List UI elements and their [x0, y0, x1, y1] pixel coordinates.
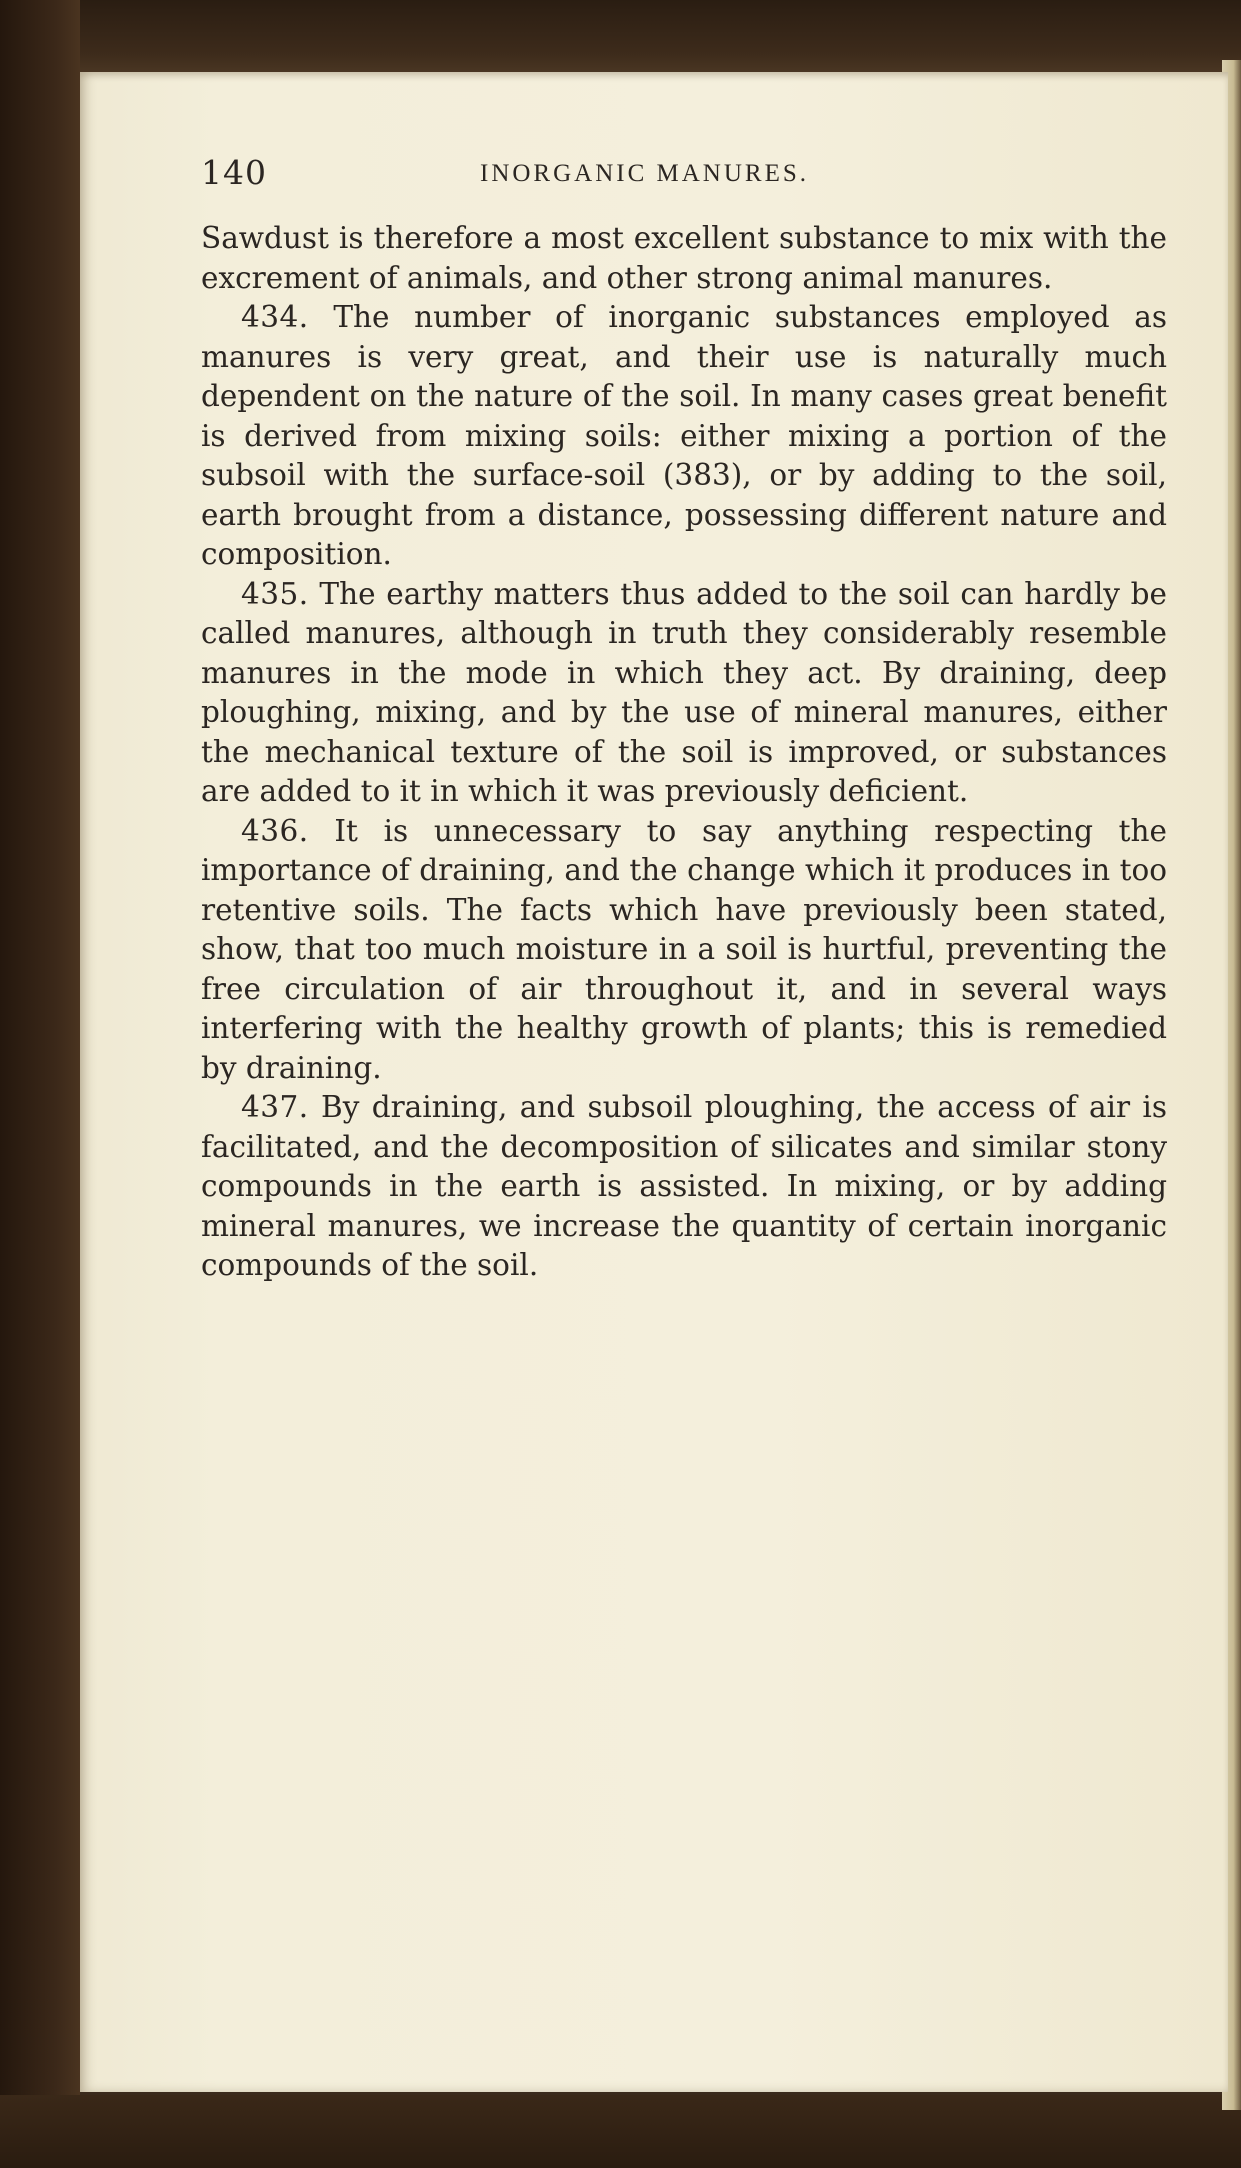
- paragraph-text: It is unnecessary to say anything respecting the importance of draining, and the change which it produces in too retentive soils. The facts which have previously been stated, show, that too much moisture in a soil is hurtful, preventing the free circulation of air throughout it, and in several ways interfering with the healthy growth of plants; this is remedied by draining.: [201, 813, 1167, 1085]
- paragraph-number: 435.: [241, 576, 309, 611]
- paragraph-number: 437.: [241, 1090, 309, 1124]
- paragraph-text: Sawdust is therefore a most excellent substance to mix with the excrement of animals, and other strong animal manures.: [201, 221, 1167, 295]
- paragraph-436: [201, 812, 1167, 1089]
- paragraph-text: The earthy matters thus added to the soil can hardly be called manures, although in truth they considerably resemble manures in the mode in which they act. By draining, deep ploughing, mixing, and by the use of mineral manures, either the mechanical texture of the soil is improved, or substances are added to it in which it was previously deficient.: [201, 576, 1167, 808]
- book-binding-left: [0, 0, 80, 2168]
- paragraph-number: 434.: [241, 300, 309, 334]
- running-title: INORGANIC MANURES.: [480, 160, 810, 187]
- paragraph-number: 436.: [241, 813, 309, 848]
- paragraph-437: [201, 1088, 1167, 1286]
- paragraph-435: [201, 575, 1167, 812]
- paragraph-text: The number of inorganic substances employed as manures is very great, and their use is naturally much dependent on the nature of the soil. In many cases great benefit is derived from mixing soils: either mixing a portion of the subsoil with the surface-soil (383), or by adding to the soil, earth brought from a distance, possessing different nature and composition.: [201, 300, 1167, 571]
- paragraph-continuation: [201, 219, 1167, 298]
- book-binding-bottom: [0, 2095, 1241, 2168]
- body-text: [201, 219, 1167, 1286]
- paragraph-434: [201, 298, 1167, 575]
- page-number: 140: [201, 153, 267, 192]
- paragraph-text: By draining, and subsoil ploughing, the access of air is facilitated, and the decomposition of silicates and similar stony compounds in the earth is assisted. In mixing, or by adding mineral manures, we increase the quantity of certain inorganic compounds of the soil.: [201, 1090, 1167, 1282]
